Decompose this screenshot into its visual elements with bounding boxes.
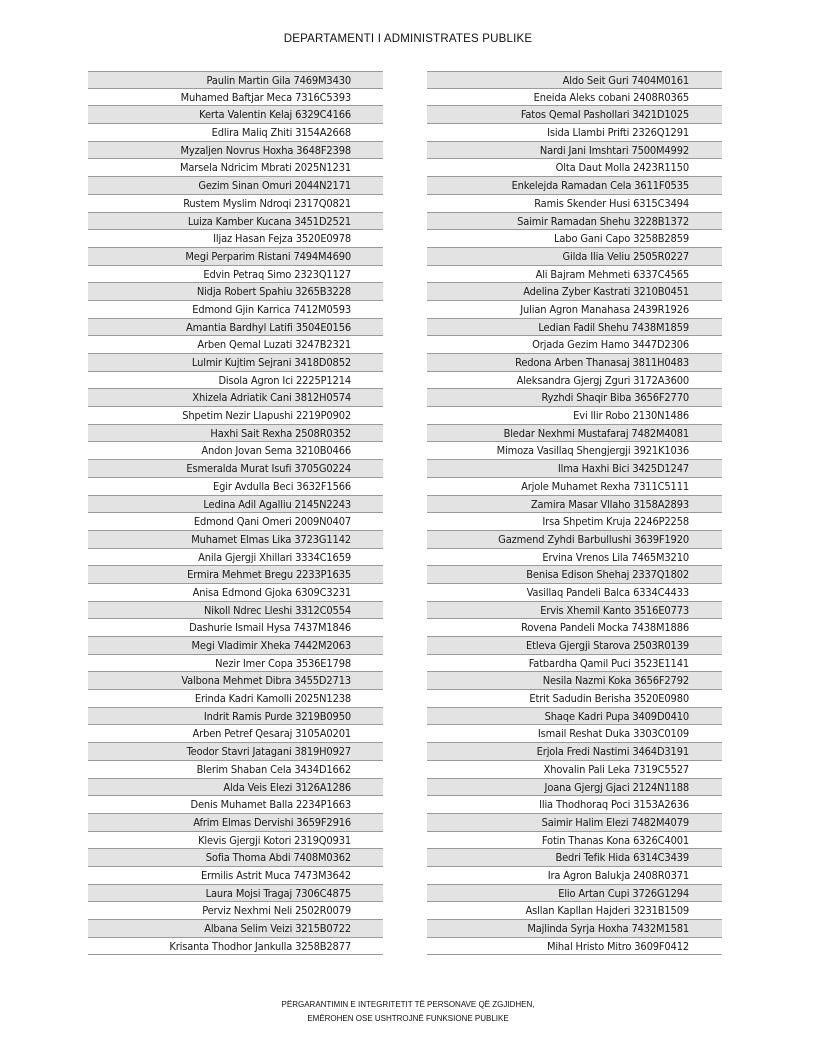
list-item: Muhamet Elmas Lika 3723G1142	[88, 531, 383, 549]
list-item: Shaqe Kadri Pupa 3409D0410	[427, 708, 722, 726]
list-item: Indrit Ramis Purde 3219B0950	[88, 708, 383, 726]
list-item: Nesila Nazmi Koka 3656F2792	[427, 672, 722, 690]
list-item: Kerta Valentin Kelaj 6329C4166	[88, 106, 383, 124]
list-item: Albana Selim Veizi 3215B0722	[88, 920, 383, 938]
list-item: Aldo Seit Guri 7404M0161	[427, 71, 722, 89]
list-item: Etrit Sadudin Berisha 3520E0980	[427, 690, 722, 708]
list-item: Arjole Muhamet Rexha 7311C5111	[427, 478, 722, 496]
list-item: Laura Mojsi Tragaj 7306C4875	[88, 885, 383, 903]
list-item: Bedri Tefik Hida 6314C3439	[427, 849, 722, 867]
list-item: Saimir Ramadan Shehu 3228B1372	[427, 213, 722, 231]
list-item: Amantia Bardhyl Latifi 3504E0156	[88, 319, 383, 337]
list-item: Megi Vladimir Xheka 7442M2063	[88, 637, 383, 655]
list-item: Sofia Thoma Abdi 7408M0362	[88, 849, 383, 867]
list-item: Ermilis Astrit Muca 7473M3642	[88, 867, 383, 885]
list-item: Ilma Haxhi Bici 3425D1247	[427, 460, 722, 478]
list-item: Mihal Hristo Mitro 3609F0412	[427, 938, 722, 956]
right-name-column	[427, 71, 722, 955]
list-item: Rovena Pandeli Mocka 7438M1886	[427, 619, 722, 637]
list-item: Valbona Mehmet Dibra 3455D2713	[88, 672, 383, 690]
list-item: Rustem Myslim Ndroqi 2317Q0821	[88, 195, 383, 213]
list-item: Ledian Fadil Shehu 7438M1859	[427, 319, 722, 337]
list-item: Saimir Halim Elezi 7482M4079	[427, 814, 722, 832]
list-item: Ryzhdi Shaqir Biba 3656F2770	[427, 389, 722, 407]
list-item: Labo Gani Capo 3258B2859	[427, 230, 722, 248]
footer-line-1: PËRGARANTIMIN E INTEGRITETIT TË PERSONAVE QË ZGJIDHEN,	[281, 1000, 535, 1009]
list-item: Bledar Nexhmi Mustafaraj 7482M4081	[427, 425, 722, 443]
list-item: Esmeralda Murat Isufi 3705G0224	[88, 460, 383, 478]
list-item: Gilda Ilia Veliu 2505R0227	[427, 248, 722, 266]
list-item: Ilia Thodhoraq Poci 3153A2636	[427, 796, 722, 814]
list-item: Teodor Stavri Jatagani 3819H0927	[88, 743, 383, 761]
list-item: Perviz Nexhmi Neli 2502R0079	[88, 902, 383, 920]
list-item: Anisa Edmond Gjoka 6309C3231	[88, 584, 383, 602]
list-item: Andon Jovan Sema 3210B0466	[88, 442, 383, 460]
list-item: Joana Gjergj Gjaci 2124N1188	[427, 779, 722, 797]
list-item: Nezir Imer Copa 3536E1798	[88, 655, 383, 673]
list-item: Edlira Maliq Zhiti 3154A2668	[88, 124, 383, 142]
list-item: Dashurie Ismail Hysa 7437M1846	[88, 619, 383, 637]
list-item: Ali Bajram Mehmeti 6337C4565	[427, 266, 722, 284]
list-item: Egir Avdulla Beci 3632F1566	[88, 478, 383, 496]
list-item: Erinda Kadri Kamolli 2025N1238	[88, 690, 383, 708]
list-item: Ledina Adil Agalliu 2145N2243	[88, 496, 383, 514]
list-item: Denis Muhamet Balla 2234P1663	[88, 796, 383, 814]
list-item: Muhamed Baftjar Meca 7316C5393	[88, 89, 383, 107]
list-item: Lulmir Kujtim Sejrani 3418D0852	[88, 354, 383, 372]
list-item: Nidja Robert Spahiu 3265B3228	[88, 283, 383, 301]
list-item: Fatos Qemal Pashollari 3421D1025	[427, 106, 722, 124]
footer-line-2: EMËROHEN OSE USHTROJNË FUNKSIONE PUBLIKE	[307, 1014, 509, 1023]
list-item: Benisa Edison Shehaj 2337Q1802	[427, 566, 722, 584]
list-item: Gezim Sinan Omuri 2044N2171	[88, 177, 383, 195]
list-item: Myzaljen Novrus Hoxha 3648F2398	[88, 142, 383, 160]
list-item: Asllan Kapllan Hajderi 3231B1509	[427, 902, 722, 920]
list-item: Olta Daut Molla 2423R1150	[427, 159, 722, 177]
footer	[0, 998, 816, 1026]
list-item: Zamira Masar Vllaho 3158A2893	[427, 496, 722, 514]
list-item: Vasillaq Pandeli Balca 6334C4433	[427, 584, 722, 602]
list-item: Xhovalin Pali Leka 7319C5527	[427, 761, 722, 779]
list-item: Ira Agron Balukja 2408R0371	[427, 867, 722, 885]
list-item: Ermira Mehmet Bregu 2233P1635	[88, 566, 383, 584]
document-title: DEPARTAMENTI I ADMINISTRATES PUBLIKE	[283, 33, 533, 45]
list-item: Edmond Gjin Karrica 7412M0593	[88, 301, 383, 319]
list-item: Ramis Skender Husi 6315C3494	[427, 195, 722, 213]
list-item: Klevis Gjergji Kotori 2319Q0931	[88, 832, 383, 850]
list-item: Erjola Fredi Nastimi 3464D3191	[427, 743, 722, 761]
list-item: Eneida Aleks cobani 2408R0365	[427, 89, 722, 107]
list-item: Mimoza Vasillaq Shengjergji 3921K1036	[427, 442, 722, 460]
list-item: Shpetim Nezir Llapushi 2219P0902	[88, 407, 383, 425]
left-name-column	[88, 71, 383, 955]
list-item: Marsela Ndricim Mbrati 2025N1231	[88, 159, 383, 177]
list-item: Redona Arben Thanasaj 3811H0483	[427, 354, 722, 372]
list-item: Arben Petref Qesaraj 3105A0201	[88, 725, 383, 743]
list-item: Disola Agron Ici 2225P1214	[88, 372, 383, 390]
list-item: Edmond Qani Omeri 2009N0407	[88, 513, 383, 531]
list-item: Fotin Thanas Kona 6326C4001	[427, 832, 722, 850]
list-item: Ervis Xhemil Kanto 3516E0773	[427, 602, 722, 620]
list-item: Adelina Zyber Kastrati 3210B0451	[427, 283, 722, 301]
list-item: Iljaz Hasan Fejza 3520E0978	[88, 230, 383, 248]
list-item: Ervina Vrenos Lila 7465M3210	[427, 549, 722, 567]
list-item: Majlinda Syrja Hoxha 7432M1581	[427, 920, 722, 938]
list-item: Orjada Gezim Hamo 3447D2306	[427, 336, 722, 354]
list-item: Anila Gjergji Xhillari 3334C1659	[88, 549, 383, 567]
list-item: Gazmend Zyhdi Barbullushi 3639F1920	[427, 531, 722, 549]
list-item: Julian Agron Manahasa 2439R1926	[427, 301, 722, 319]
list-item: Etleva Gjergji Starova 2503R0139	[427, 637, 722, 655]
list-item: Nikoll Ndrec Lleshi 3312C0554	[88, 602, 383, 620]
list-item: Blerim Shaban Cela 3434D1662	[88, 761, 383, 779]
list-item: Krisanta Thodhor Jankulla 3258B2877	[88, 938, 383, 956]
list-item: Aleksandra Gjergj Zguri 3172A3600	[427, 372, 722, 390]
list-item: Irsa Shpetim Kruja 2246P2258	[427, 513, 722, 531]
list-item: Ismail Reshat Duka 3303C0109	[427, 725, 722, 743]
list-item: Fatbardha Qamil Puci 3523E1141	[427, 655, 722, 673]
list-item: Arben Qemal Luzati 3247B2321	[88, 336, 383, 354]
list-item: Paulin Martin Gila 7469M3430	[88, 71, 383, 89]
list-item: Afrim Elmas Dervishi 3659F2916	[88, 814, 383, 832]
list-item: Nardi Jani Imshtari 7500M4992	[427, 142, 722, 160]
list-item: Evi Ilir Robo 2130N1486	[427, 407, 722, 425]
list-item: Alda Veis Elezi 3126A1286	[88, 779, 383, 797]
list-item: Megi Perparim Ristani 7494M4690	[88, 248, 383, 266]
list-item: Haxhi Sait Rexha 2508R0352	[88, 425, 383, 443]
list-item: Xhizela Adriatik Cani 3812H0574	[88, 389, 383, 407]
list-item: Elio Artan Cupi 3726G1294	[427, 885, 722, 903]
list-item: Luiza Kamber Kucana 3451D2521	[88, 213, 383, 231]
list-item: Isida Llambi Prifti 2326Q1291	[427, 124, 722, 142]
list-item: Edvin Petraq Simo 2323Q1127	[88, 266, 383, 284]
list-item: Enkelejda Ramadan Cela 3611F0535	[427, 177, 722, 195]
